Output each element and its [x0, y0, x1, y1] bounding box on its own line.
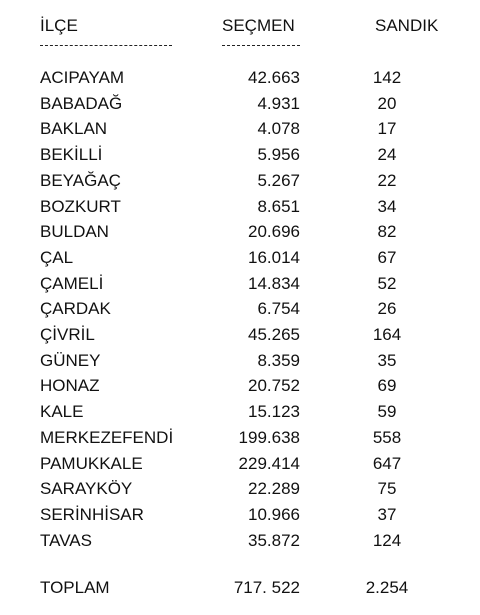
cell-district: MERKEZEFENDİ [40, 427, 174, 447]
cell-district: ÇARDAK [40, 299, 111, 319]
table-row [0, 477, 480, 501]
cell-boxes: 34 [377, 196, 397, 216]
cell-boxes: 59 [377, 402, 397, 422]
table-row [0, 374, 480, 398]
cell-boxes: 558 [372, 427, 402, 447]
table-row [0, 117, 480, 141]
table-row [0, 323, 480, 347]
cell-voters: 35.872 [248, 530, 300, 550]
header-boxes: SANDIK [375, 16, 439, 35]
table-row [0, 246, 480, 270]
table-row [0, 452, 480, 476]
cell-boxes: 142 [372, 68, 402, 87]
total-row [0, 576, 480, 600]
cell-boxes: 124 [372, 530, 402, 550]
cell-voters: 6.754 [257, 299, 300, 319]
table-row [0, 220, 480, 244]
cell-boxes: 17 [377, 119, 397, 139]
cell-boxes: 37 [377, 504, 397, 524]
total-boxes: 2.254 [365, 578, 409, 597]
cell-district: ÇAL [40, 247, 74, 267]
cell-voters: 229.414 [238, 453, 300, 473]
cell-voters: 8.651 [257, 196, 300, 216]
cell-voters: 42.663 [248, 68, 300, 87]
cell-district: PAMUKKALE [40, 453, 143, 473]
table-row [0, 529, 480, 553]
cell-boxes: 24 [377, 145, 397, 165]
cell-boxes: 82 [377, 222, 397, 242]
table-row [0, 426, 480, 450]
cell-voters: 4.931 [257, 93, 300, 113]
cell-district: SERİNHİSAR [40, 504, 144, 524]
table-row [0, 400, 480, 424]
cell-voters: 4.078 [257, 119, 300, 139]
cell-district: BEYAĞAÇ [40, 170, 121, 190]
table-row [0, 503, 480, 527]
cell-boxes: 164 [372, 325, 402, 344]
table-row [0, 66, 480, 90]
cell-district: SARAYKÖY [40, 479, 133, 499]
cell-district: KALE [40, 402, 84, 422]
cell-district: GÜNEY [40, 350, 101, 370]
cell-voters: 5.956 [257, 145, 300, 165]
table-row [0, 349, 480, 373]
cell-boxes: 647 [372, 453, 402, 473]
cell-voters: 15.123 [248, 402, 300, 422]
table-row [0, 92, 480, 116]
table-row [0, 169, 480, 193]
cell-district: BOZKURT [40, 196, 121, 216]
cell-boxes: 26 [377, 299, 397, 319]
header-district: İLÇE [40, 16, 78, 35]
cell-district: ÇİVRİL [40, 325, 95, 344]
cell-voters: 199.638 [238, 427, 300, 447]
cell-district: ACIPAYAM [40, 68, 125, 87]
cell-voters: 20.752 [248, 376, 300, 396]
cell-district: BEKİLLİ [40, 145, 103, 165]
cell-district: ÇAMELİ [40, 273, 104, 293]
cell-boxes: 75 [377, 479, 397, 499]
header-underline-voters [222, 45, 300, 46]
cell-voters: 22.289 [248, 479, 300, 499]
cell-voters: 16.014 [248, 247, 300, 267]
table-row [0, 143, 480, 167]
cell-boxes: 22 [377, 170, 397, 190]
cell-boxes: 52 [377, 273, 397, 293]
total-label: TOPLAM [40, 578, 110, 597]
cell-district: BULDAN [40, 222, 109, 242]
table-row [0, 195, 480, 219]
cell-voters: 10.966 [248, 504, 300, 524]
cell-voters: 14.834 [248, 273, 300, 293]
cell-boxes: 67 [377, 247, 397, 267]
cell-district: TAVAS [40, 530, 92, 550]
cell-voters: 45.265 [248, 325, 300, 344]
cell-district: BABADAĞ [40, 93, 123, 113]
header-underline-district [40, 45, 172, 46]
cell-voters: 20.696 [248, 222, 300, 242]
header-voters: SEÇMEN [222, 16, 295, 35]
table-row [0, 272, 480, 296]
cell-voters: 8.359 [257, 350, 300, 370]
cell-district: HONAZ [40, 376, 100, 396]
total-voters: 717. 522 [233, 578, 300, 597]
cell-boxes: 69 [377, 376, 397, 396]
table-row [0, 297, 480, 321]
cell-boxes: 35 [377, 350, 397, 370]
cell-boxes: 20 [377, 93, 397, 113]
cell-voters: 5.267 [257, 170, 300, 190]
header-row [0, 14, 480, 38]
cell-district: BAKLAN [40, 119, 108, 139]
